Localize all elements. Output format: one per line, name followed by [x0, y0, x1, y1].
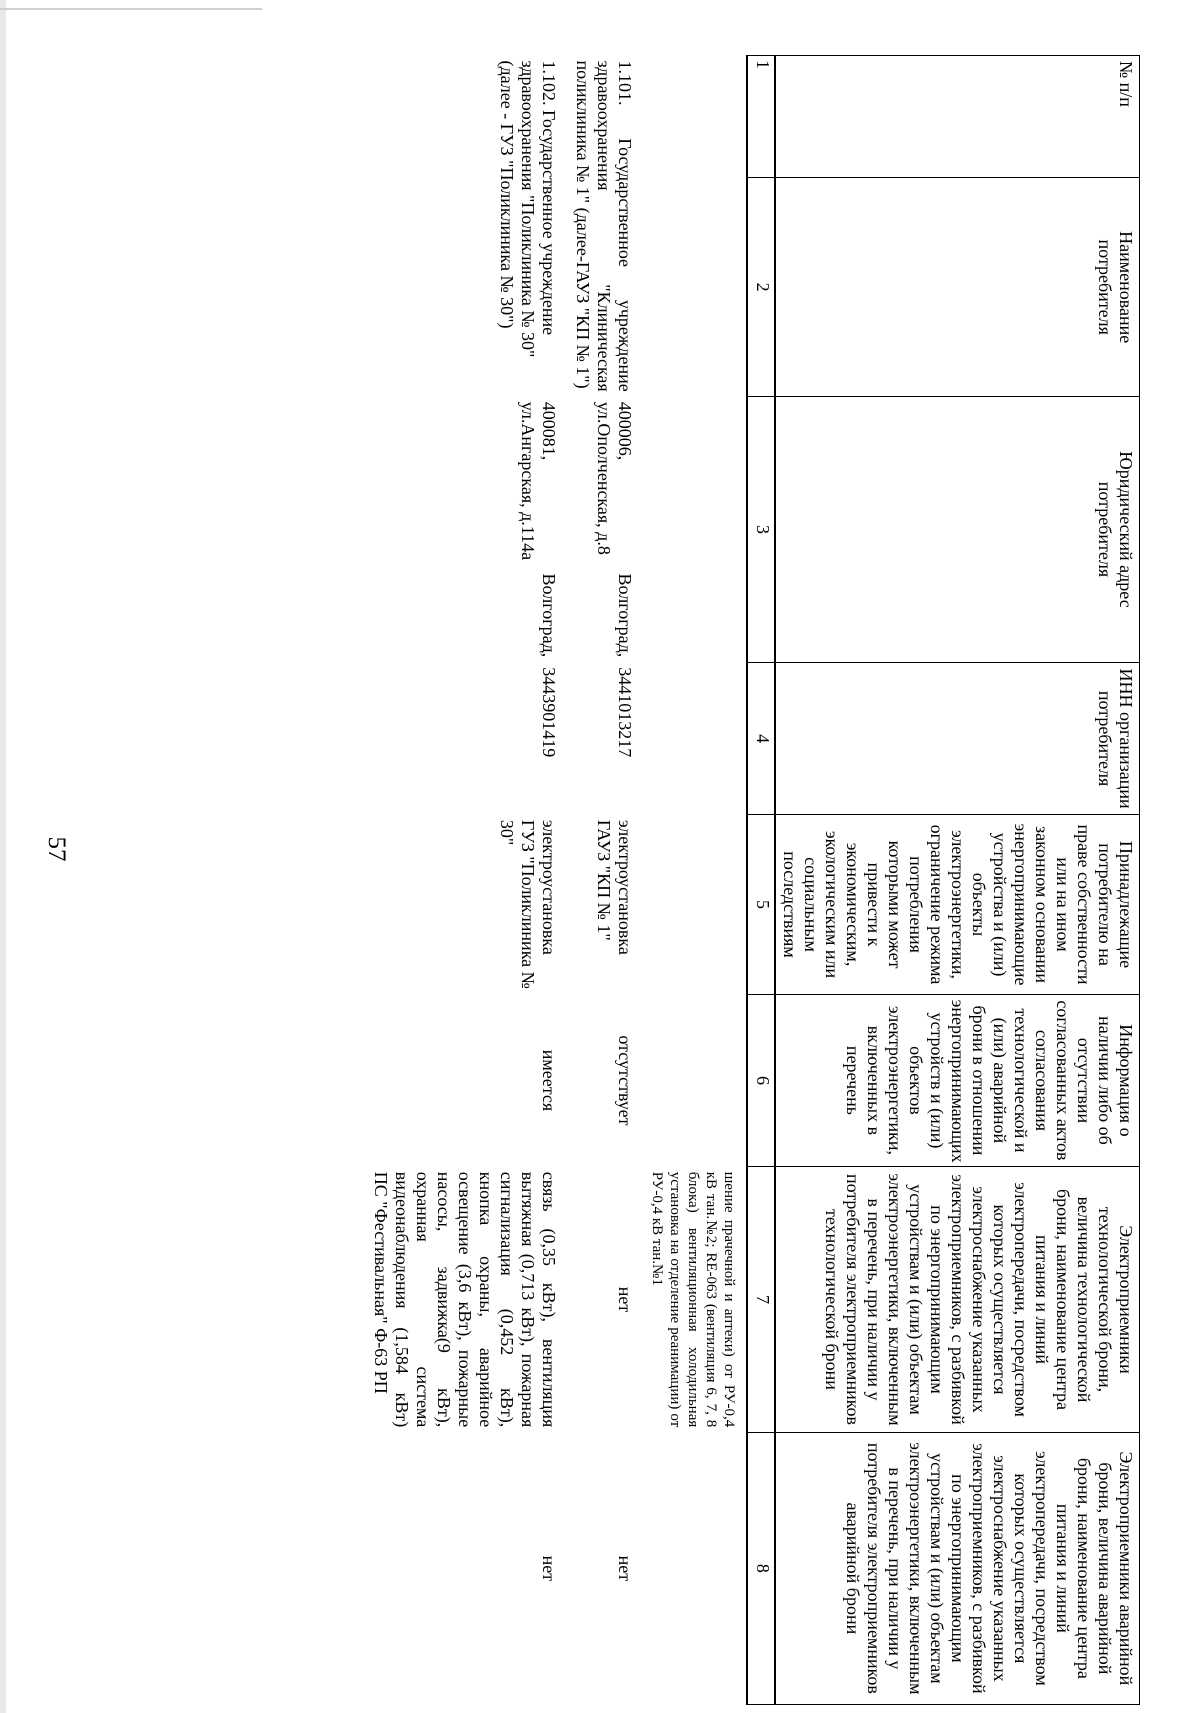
column-number-row [747, 56, 775, 1705]
table-row [569, 56, 645, 1705]
consumer-name-cell: 1.101. Государственное учреждение здравоохранения "Клиническая поликлиника № 1" (далее-ГАУЗ "КП № 1") [573, 60, 635, 392]
table-header-row [775, 56, 1140, 1705]
header-cell: Электроприемники технологической брони, величина технологической брони, наименование центра питания и линий электропередачи, посредством которых осуществляется электроснабжение указанных электроприемников, с разбивкой по энергопринимающим устройствам и (или) объектам электроэнергетики, включенным в перечень, при наличии у потребителя электроприемников технологической брони [775, 1167, 1140, 1433]
address-cell: 400006, Волгоград, ул.Ополченская, д.8 [594, 401, 635, 658]
installation-cell: электроустановка ГАУЗ "КП № 1" [594, 819, 635, 955]
column-number: 8 [747, 1432, 775, 1704]
header-cell: Юридический адрес потребителя [775, 397, 1140, 663]
column-number: 5 [747, 815, 775, 994]
inn-cell: 3443901419 [539, 667, 559, 758]
inn-cell: 3441013217 [615, 667, 635, 758]
tech-reserve-cell: нет [615, 1286, 635, 1313]
emergency-reserve-cell: нет [615, 1555, 635, 1582]
address-cell: 400081, Волгоград, ул.Ангарская, д.114а [518, 401, 559, 658]
header-cell: Электроприемники аварийной брони, величина аварийной брони, наименование центра питания и линий электропередачи, посредством которых осуществляется электроснабжение указанных электроприемников, с разбивкой по энергопринимающим устройствам и (или) объектам электроэнергетики, включенным в перечень, при наличии у потребителя электроприемников аварийной брони [775, 1432, 1140, 1704]
header-cell: Информация о наличии либо об отсутствии согласованных актов согласования технологической и (или) аварийной брони в отношении энергопринимающих устройств и (или) объектов электроэнергетики, включенных в перечень [775, 994, 1140, 1167]
continuation-row [645, 56, 747, 1705]
installation-cell: электроустановка ГУЗ "Поликлиника № 30" [497, 819, 559, 989]
header-cell: ИНН организации потребителя [775, 662, 1140, 815]
table-row [367, 56, 569, 1705]
header-cell: Принадлежащие потребителю на праве собственности или на ином законном основании энергопринимающие устройства и (или) объекты электроэнергетики, ограничение режима потребления которыми может привести к экономическим, экологическим или социальным последствиям [775, 815, 1140, 994]
column-number: 6 [747, 994, 775, 1167]
tech-reserve-cell: связь (0,35 кВт), вентиляция вытяжная (0,713 кВт), пожарная сигнализация (0,452 кВт), кнопка охраны, аварийное освещение (3,6 кВт), пожарные насосы, задвижка(9 кВт), охранная система видеонаблюдения (1,584 кВт) ПС "Фестивальная" Ф-63 РП [371, 1171, 559, 1428]
column-number: 3 [747, 397, 775, 663]
column-number: 7 [747, 1167, 775, 1433]
header-cell: Наименование потребителя [775, 178, 1140, 397]
page-number: 57 [43, 836, 70, 862]
acts-cell: отсутствует [615, 1035, 635, 1126]
column-number: 1 [747, 56, 775, 178]
continuation-text: шение прачечной и аптеки) от РУ-0,4 кВ тан.№2; RE-063 (вентиляция 6, 7, 8 блока) вентиляционная холодильная установка на отделение реанимации) от РУ-0,4 кВ тан.№1 [649, 1171, 737, 1428]
consumer-name-cell: 1.102. Государственное учреждение здравоохранения "Поликлиника № 30" (далее - ГУЗ "Поликлиника № 30") [497, 60, 559, 358]
consumers-table [367, 55, 1140, 1705]
header-cell: № п/п [775, 56, 1140, 178]
column-number: 2 [747, 178, 775, 397]
column-number: 4 [747, 662, 775, 815]
emergency-reserve-cell: нет [539, 1555, 559, 1582]
acts-cell: имеется [539, 1049, 559, 1112]
